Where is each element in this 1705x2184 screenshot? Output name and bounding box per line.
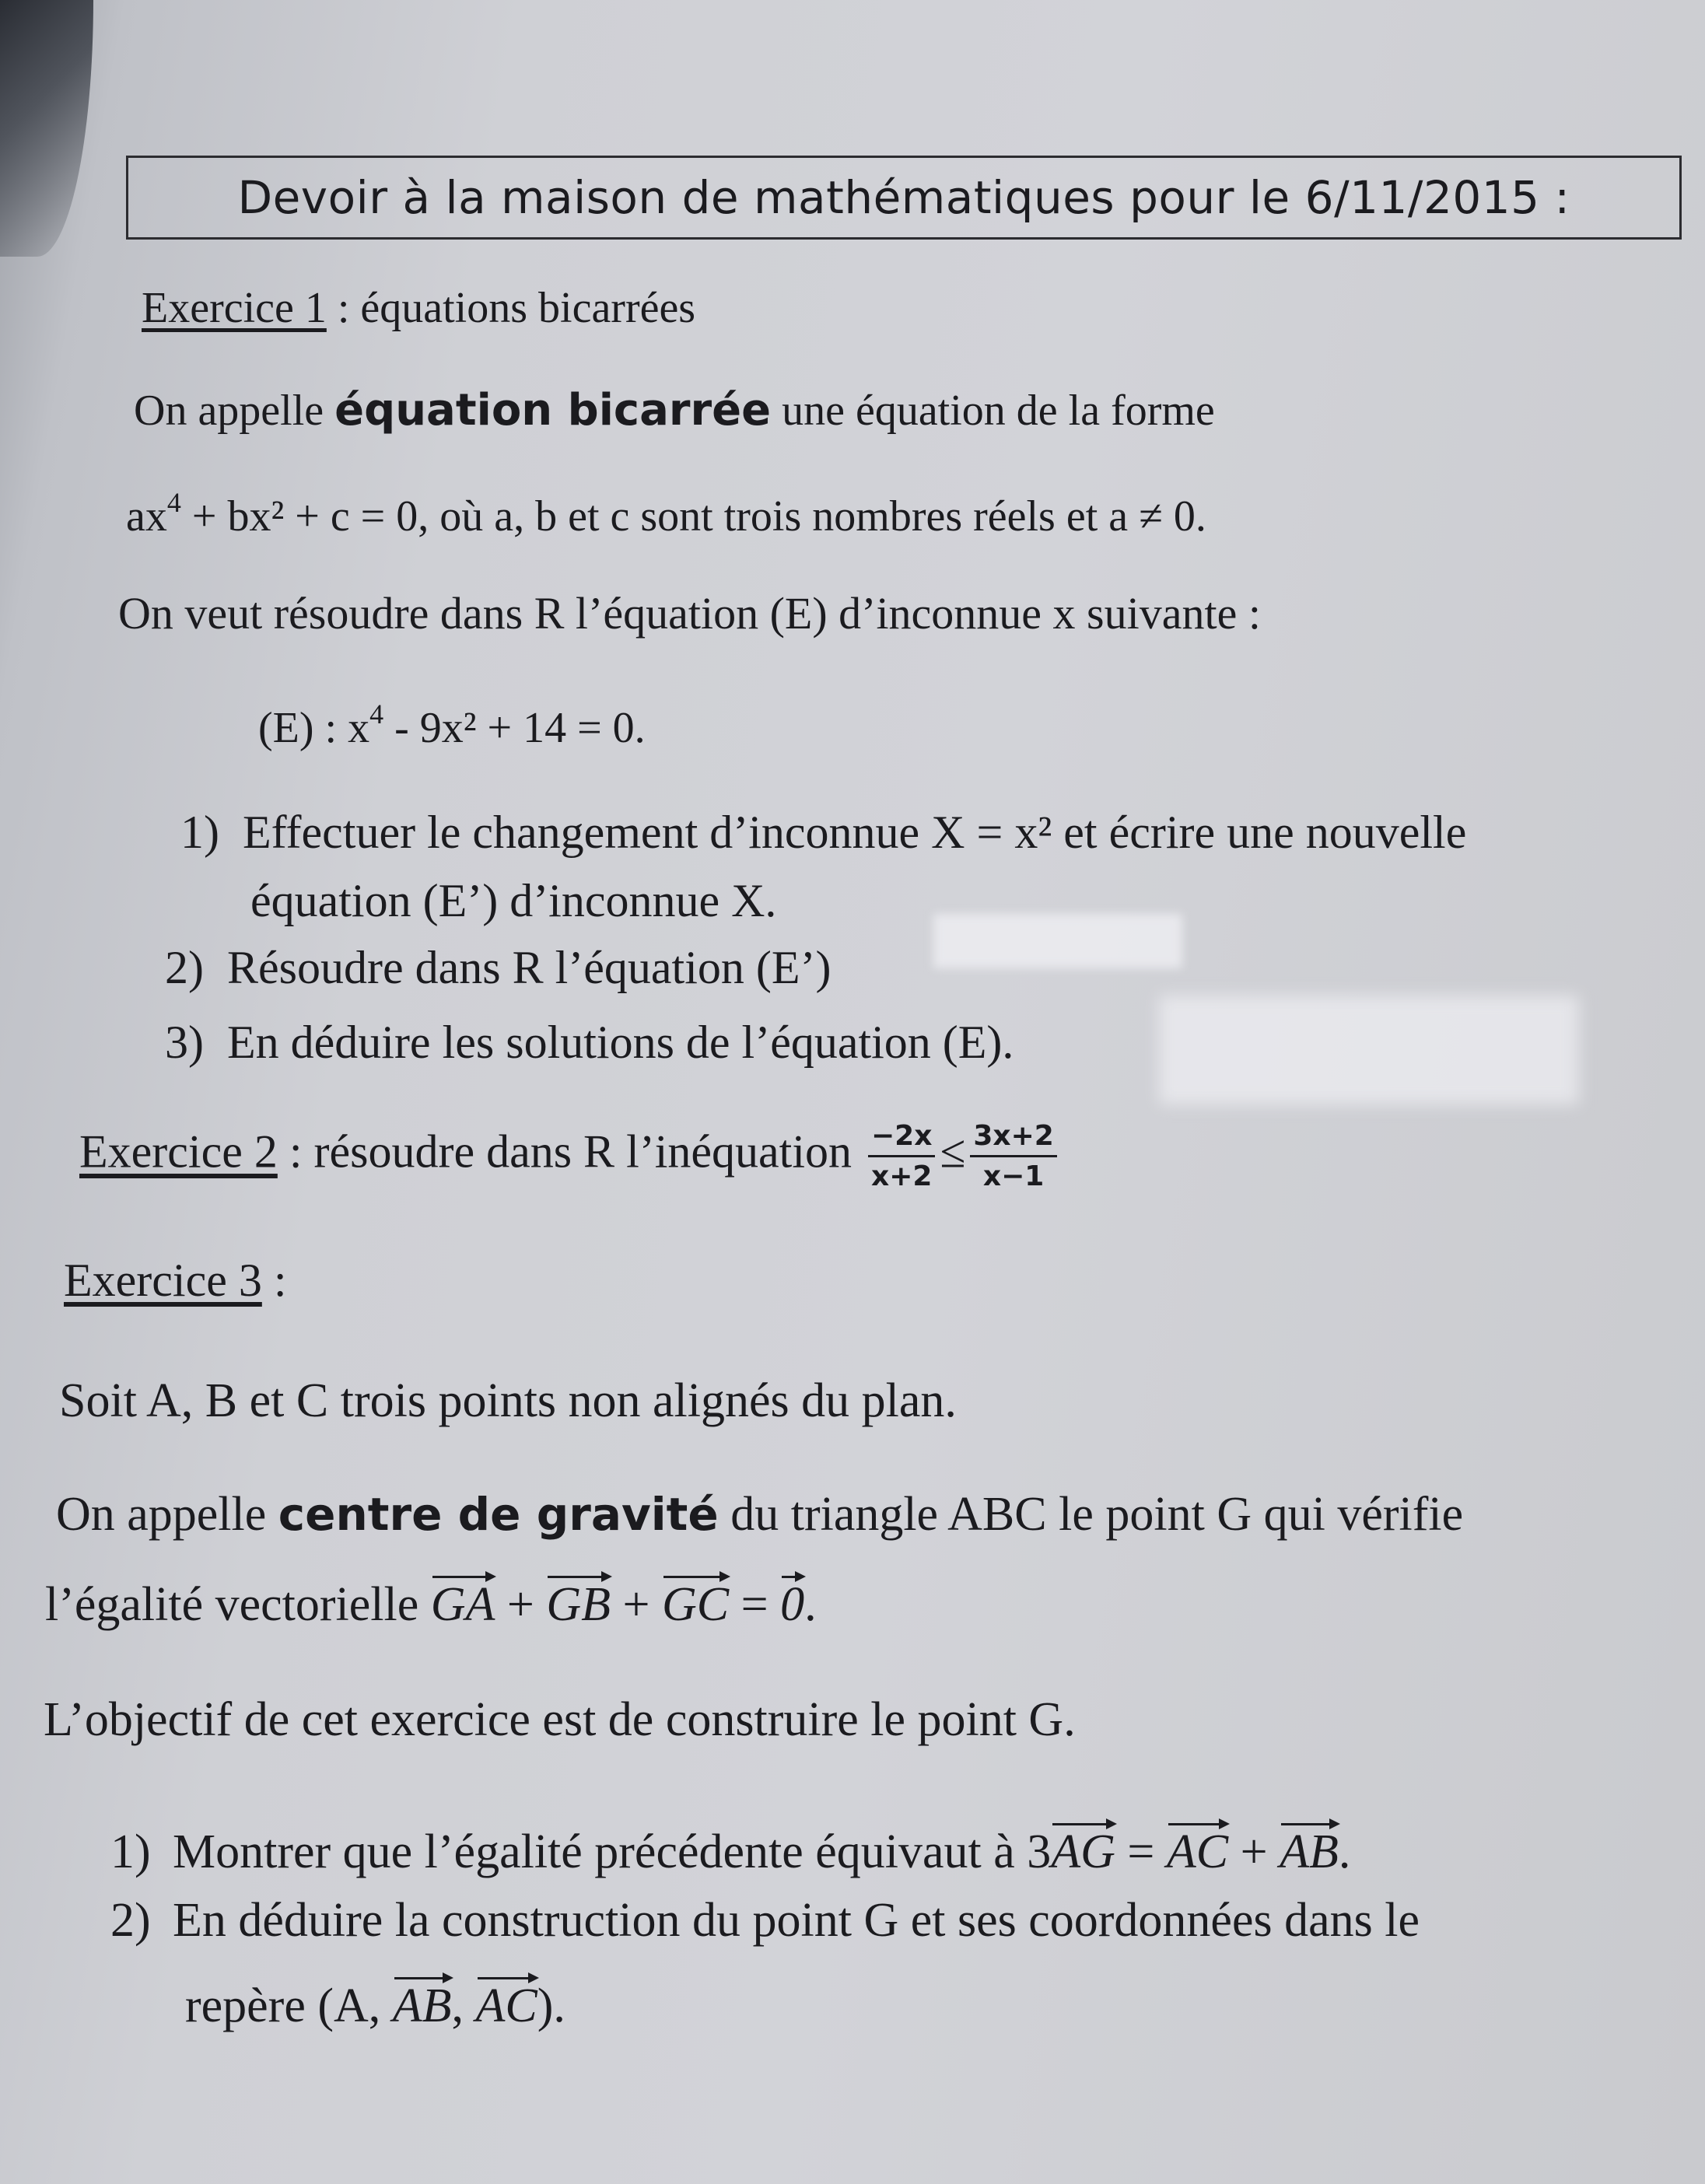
vector-ag: AG bbox=[1051, 1818, 1115, 1876]
ex3-q2-line1: En déduire la construction du point G et ses coordonnées dans le bbox=[173, 1894, 1420, 1947]
ex3-q2-line2: repère (A, AB, AC). bbox=[185, 1972, 565, 2030]
ex2-title: Exercice 2 bbox=[79, 1125, 278, 1178]
ex1-subtitle: : équations bicarrées bbox=[326, 284, 696, 332]
ex3-p4: L’objectif de cet exercice est de construire le point G. bbox=[44, 1693, 1076, 1746]
plus-sign: + bbox=[1240, 1825, 1268, 1878]
ex2-leq-symbol: ≤ bbox=[940, 1125, 966, 1178]
ex1-q2-num: 2) bbox=[165, 942, 204, 993]
ex1-q2-text: Résoudre dans R l’équation (E’) bbox=[227, 942, 831, 993]
ex1-q1-line1: Effectuer le changement d’inconnue X = x² et écrire une nouvelle bbox=[243, 807, 1467, 858]
ex2-frac2-num: 3x+2 bbox=[970, 1120, 1056, 1157]
ex2-text: : résoudre dans R l’inéquation bbox=[277, 1125, 852, 1178]
ex3-p3: l’égalité vectorielle GA + GB + GC = 0. bbox=[45, 1571, 817, 1629]
ex1-intro-pre: On appelle bbox=[134, 387, 335, 435]
light-glare bbox=[1159, 996, 1579, 1104]
ex1-intro-bold: équation bicarrée bbox=[334, 385, 772, 436]
ex3-q2-line2-pre: repère (A, bbox=[185, 1979, 393, 2032]
ex3-title: Exercice 3 bbox=[64, 1255, 262, 1306]
ex2-fraction-right bbox=[970, 1120, 1056, 1193]
ex3-colon: : bbox=[261, 1255, 287, 1306]
ex1-eq-b: - 9x² + 14 = 0. bbox=[383, 704, 646, 752]
ex3-p2 bbox=[56, 1488, 1464, 1541]
plus-sign: + bbox=[622, 1578, 650, 1631]
ex2-frac2-den: x−1 bbox=[982, 1160, 1045, 1193]
ex1-form-a: ax bbox=[126, 492, 167, 541]
ex1-title: Exercice 1 bbox=[142, 284, 327, 332]
ex3-q2 bbox=[110, 1894, 1420, 1947]
ex3-q1: 1) Montrer que l’égalité précédente équivaut à 3AG = AC + AB. bbox=[110, 1818, 1350, 1876]
ex3-p2-post: du triangle ABC le point G qui vérifie bbox=[718, 1488, 1464, 1541]
ex1-equation: (E) : $x^4 - 9x^2 + 14 = 0$. bbox=[258, 698, 646, 752]
vector-gc: GC bbox=[662, 1571, 729, 1629]
ex3-p1: Soit A, B et C trois points non alignés du plan. bbox=[59, 1374, 957, 1427]
ex2-line bbox=[79, 1120, 1062, 1193]
header-title: Devoir à la maison de mathématiques pour le 6/11/2015 : bbox=[237, 171, 1570, 224]
ex1-q1-num: 1) bbox=[180, 807, 219, 858]
ex2-frac1-den: x+2 bbox=[871, 1160, 933, 1193]
plus-sign: + bbox=[506, 1578, 534, 1631]
equals-sign: = bbox=[740, 1578, 768, 1631]
ex1-q1-line2: équation (E’) d’inconnue X. bbox=[250, 875, 777, 926]
page-edge-shadow bbox=[0, 0, 93, 257]
ex1-q1 bbox=[180, 809, 1466, 856]
ex1-form-b: + bx² + c = 0, où a, b et c sont trois nombres réels et a ≠ 0. bbox=[180, 492, 1206, 541]
vector-ga: GA bbox=[431, 1571, 495, 1629]
ex1-q3-num: 3) bbox=[165, 1017, 204, 1068]
vector-ac: AC bbox=[1167, 1818, 1228, 1876]
ex3-q2-num: 2) bbox=[110, 1894, 151, 1947]
ex1-intro bbox=[134, 385, 1215, 436]
ex1-heading bbox=[142, 286, 695, 330]
equals-sign: = bbox=[1127, 1825, 1155, 1878]
vector-gb: GB bbox=[546, 1571, 611, 1629]
vector-ab: AB bbox=[393, 1972, 452, 2030]
ex3-p3-pre: l’égalité vectorielle bbox=[45, 1578, 419, 1631]
ex3-p2-pre: On appelle bbox=[56, 1488, 278, 1541]
ex3-p2-bold: centre de gravité bbox=[278, 1488, 719, 1541]
vector-ab: AB bbox=[1280, 1818, 1339, 1876]
ex1-q3 bbox=[165, 1019, 1014, 1066]
ex3-q1-pre: Montrer que l’égalité précédente équivaut à 3 bbox=[173, 1825, 1052, 1878]
ex3-q1-num: 1) bbox=[110, 1825, 151, 1878]
ex2-frac1-num: −2x bbox=[868, 1120, 935, 1157]
ex1-eq-a: (E) : x bbox=[258, 704, 370, 752]
ex3-heading bbox=[64, 1257, 287, 1304]
header-title-box bbox=[126, 156, 1682, 240]
ex1-q3-text: En déduire les solutions de l’équation (E). bbox=[227, 1017, 1014, 1068]
vector-ac: AC bbox=[476, 1972, 537, 2030]
ex1-q2 bbox=[165, 944, 831, 991]
ex2-fraction-left bbox=[868, 1120, 935, 1193]
ex1-form: $ax^4 + bx^2 + c = 0$, où a, b et c sont trois nombres réels et a ≠ 0. bbox=[126, 487, 1206, 541]
light-glare bbox=[933, 914, 1182, 968]
ex1-goal: On veut résoudre dans R l’équation (E) d’inconnue x suivante : bbox=[118, 588, 1261, 639]
ex1-intro-post: une équation de la forme bbox=[771, 387, 1215, 435]
vector-zero: 0 bbox=[780, 1571, 804, 1629]
